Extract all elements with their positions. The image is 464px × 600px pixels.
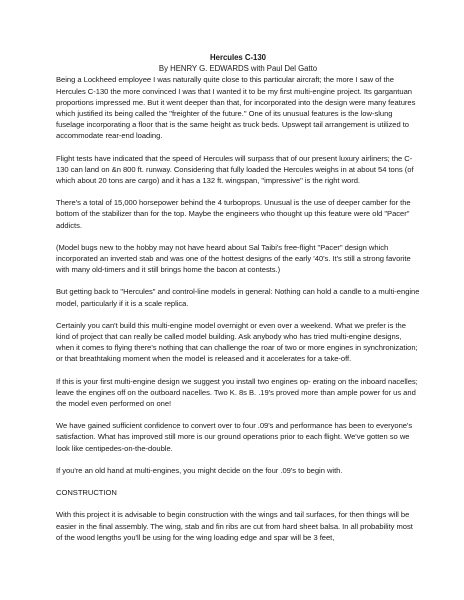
section-heading-construction: CONSTRUCTION xyxy=(56,488,117,498)
paragraph-3: There's a total of 15,000 horsepower behind the 4 turboprops. Unusual is the use of deeper camber for the bottom of the stabilizer than for the top. Maybe the engineers who thought up this feature were old "Pacer" addicts. xyxy=(56,198,411,230)
paragraph-6: Certainly you can't build this multi-engine model overnight or even over a weekend. What we prefer is the kind of project that can really be called model building. Ask anybody who has tried multi-engine designs, when it comes to flying there's nothing that can challenge the roar of two or more engines in synchronization; or that breathtaking moment when the model is released and it accelerates for a take-off. xyxy=(56,320,418,364)
paragraph-1: Being a Lockheed employee I was naturally quite close to this particular aircraft; the more I saw of the Hercules C-130 the more convinced I was that I wanted it to be my first multi-engine project. Its gargantuan proportions impressed me. But it went deeper than that, for incorporated into the design were many features which justified its being called the "freighter of the future." One of its unusual features is the low-slung fuselage incorporating a floor that is the same height as truck beds. Upswept tail arrangement is utilized to accommodate rear-end loading. xyxy=(56,75,416,141)
article-title: Hercules C-130 xyxy=(210,53,266,62)
paragraph-2: Flight tests have indicated that the speed of Hercules will surpass that of our present luxury airliners; the C-130 can land on &n 800 ft. runway. Considering that fully loaded the Hercules weighs in at about 54 tons (of which about 20 tons are cargo) and it has a 132 ft. wingspan, "impressive" is the right word. xyxy=(56,153,414,186)
paragraph-5: But getting back to "Hercules" and control-line models in general: Nothing can hold a candle to a multi-engine model, particularly if it is a scale replica. xyxy=(56,287,420,308)
paragraph-8: We have gained sufficient confidence to convert over to four .09's and performance has been to everyone's satisfaction. What has improved still more is our ground operations prior to each flight. We've gotten so we look like centipedes-on-the-double. xyxy=(56,421,413,453)
paragraph-4: (Model bugs new to the hobby may not have heard about Sal Taibi's free-flight "Pacer" design which incorporated an inverted stab and was one of the hottest designs of the early '40's. It's still a strong favorite with many old-timers and it still brings home the bacon at contests.) xyxy=(56,242,411,275)
paragraph-9: If you're an old hand at multi-engines, you might decide on the four .09's to begin with. xyxy=(56,465,343,475)
paragraph-7: If this is your first multi-engine design we suggest you install two engines op- erating on the inboard nacelles; leave the engines off on the outboard nacelles. Two K. 8s B. .19's proved more than ample power for us and the model even performed on one! xyxy=(56,376,418,409)
article-byline: By HENRY G. EDWARDS with Paul Del Gatto xyxy=(158,64,318,74)
paragraph-construction: With this project it is advisable to begin construction with the wings and tail surfaces, for then things will be easier in the final assembly. The wing, stab and fin ribs are cut from hard sheet balsa. In all probability most of the wood lengths you'll be using for the wing loading edge and spar will be 3 feet, xyxy=(56,510,413,542)
